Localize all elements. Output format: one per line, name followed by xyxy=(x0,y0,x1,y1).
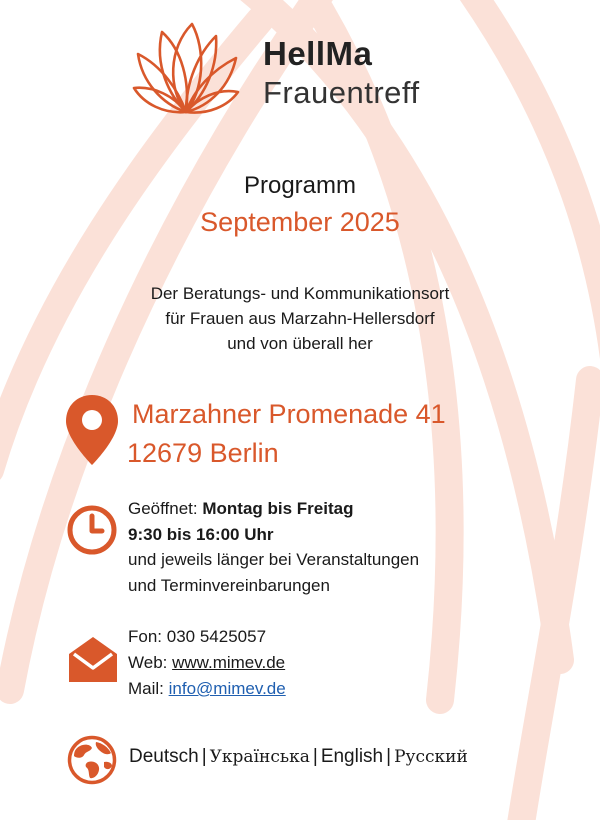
hours-days-line xyxy=(128,496,419,522)
contact-mail-line xyxy=(128,676,286,702)
opening-hours xyxy=(128,496,419,598)
description-line: und von überall her xyxy=(227,334,373,353)
mail-link[interactable]: info@mimev.de xyxy=(168,679,286,698)
envelope-icon xyxy=(66,634,120,684)
phone-label: Fon: xyxy=(128,627,167,646)
map-pin-icon xyxy=(64,393,120,467)
brand-subtitle: Frauentreff xyxy=(263,75,420,110)
address-city: 12679 Berlin xyxy=(127,438,279,468)
hours-note: und Terminvereinbarungen xyxy=(128,575,330,595)
description xyxy=(0,281,600,356)
brand-name: HellMa xyxy=(263,35,373,72)
description-line: Der Beratungs- und Kommunikationsort xyxy=(150,284,450,303)
phone-number[interactable]: 030 5425057 xyxy=(166,627,267,646)
language-list xyxy=(129,744,468,770)
lotus-icon xyxy=(132,20,240,118)
language-separator: | xyxy=(201,746,207,767)
contact-phone-line xyxy=(128,624,286,650)
mail-label: Mail: xyxy=(128,679,169,698)
web-link[interactable]: www.mimev.de xyxy=(172,653,286,672)
contact-info xyxy=(128,624,286,702)
hours-time: 9:30 bis 16:00 Uhr xyxy=(128,524,274,544)
clock-icon xyxy=(66,504,118,556)
contact-web-line xyxy=(128,650,286,676)
hours-days: Montag bis Freitag xyxy=(202,499,354,518)
globe-icon xyxy=(66,734,118,786)
program-title: Programm xyxy=(243,172,357,199)
language-item-ru: Русский xyxy=(394,747,468,767)
program-month: September 2025 xyxy=(200,207,400,237)
description-line: für Frauen aus Marzahn-Hellersdorf xyxy=(165,309,435,328)
language-item-uk: Українська xyxy=(209,747,310,767)
address-street: Marzahner Promenade 41 xyxy=(132,399,446,429)
hours-prefix: Geöffnet: xyxy=(128,499,203,518)
web-label: Web: xyxy=(128,653,173,672)
language-separator: | xyxy=(312,746,318,767)
language-separator: | xyxy=(386,746,392,767)
hours-note: und jeweils länger bei Veranstaltungen xyxy=(128,550,420,569)
language-item-en: English xyxy=(320,746,384,767)
language-item-de: Deutsch xyxy=(129,746,199,767)
